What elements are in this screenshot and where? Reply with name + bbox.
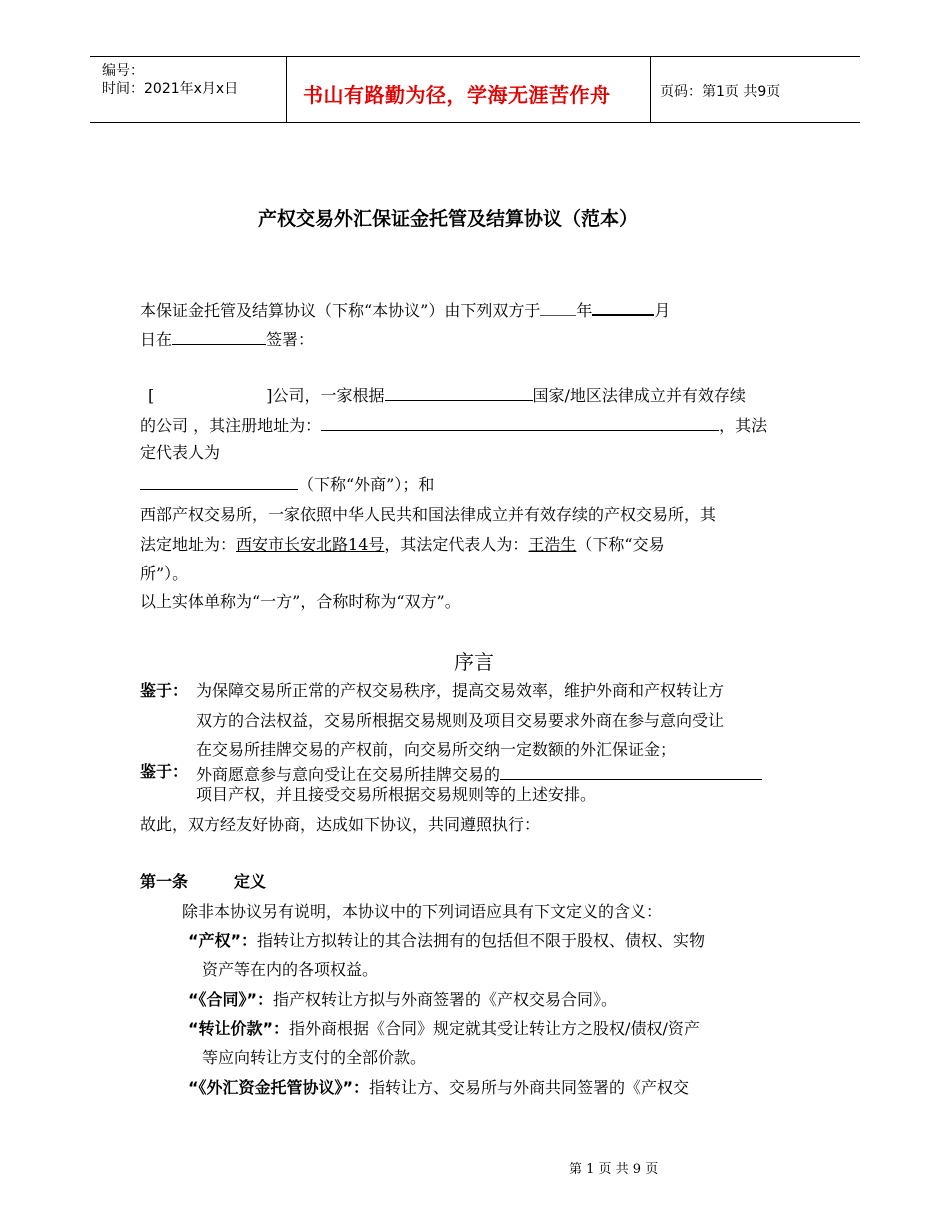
signed-label: 签署： <box>266 330 315 349</box>
country-blank <box>385 383 533 401</box>
definition-4-term: “《外汇资金托管协议》”： <box>188 1078 370 1097</box>
therefore-clause: 故此，双方经友好协商，达成如下协议，共同遵照执行： <box>140 815 541 834</box>
project-blank <box>500 762 762 780</box>
definition-3-line-2: 等应向转让方支付的全部价款。 <box>202 1048 427 1067</box>
place-blank <box>172 327 266 345</box>
day-label: 日在 <box>140 330 173 349</box>
header-motto: 书山有路勤为径，学海无涯苦作舟 <box>303 83 611 107</box>
whereas-1-line-3: 在交易所挂牌交易的产权前，向交易所交纳一定数额的外汇保证金； <box>196 740 677 759</box>
header-page-info: 页码：第1页 共9页 <box>660 84 781 100</box>
whereas-2-line-2: 项目产权，并且接受交易所根据交易规则等的上述安排。 <box>196 785 597 804</box>
article-1-title: 定义 <box>234 872 267 891</box>
party-b-line-1: 西部产权交易所，一家依照中华人民共和国法律成立并有效存续的产权交易所，其 <box>140 505 717 524</box>
definition-3-text: 指外商根据《合同》规定就其受让转让方之股权/债权/资产 <box>289 1019 700 1038</box>
party-b-alias-lead: （下称“交易 <box>576 535 665 554</box>
party-a-rep-lead: ，其法 <box>719 416 768 435</box>
whereas-1-line-2: 双方的合法权益，交易所根据交易规则及项目交易要求外商在参与意向受让 <box>196 711 725 730</box>
definition-2-line-1 <box>188 990 617 1010</box>
year-label: 年 <box>576 301 593 320</box>
year-blank <box>540 298 576 316</box>
header-divider-right <box>650 56 651 122</box>
whereas-2-text: 外商愿意参与意向受让在交易所挂牌交易的 <box>196 765 501 784</box>
article-1-intro: 除非本协议另有说明，本协议中的下列词语应具有下文定义的含义： <box>182 902 663 921</box>
party-b-line-3: 所”）。 <box>140 564 189 583</box>
party-b-address: 西安市长安北路14号 <box>236 535 385 554</box>
preface-heading: 序言 <box>454 650 494 674</box>
party-a-address-label: 的公司 ，其注册地址为： <box>140 416 322 435</box>
party-b-representative: 王浩生 <box>528 535 577 554</box>
definition-4-line-1 <box>188 1078 689 1098</box>
party-a-alias: （下称“外商”）；和 <box>298 475 435 494</box>
party-a-rep-label: 定代表人为 <box>140 443 221 462</box>
address-blank <box>321 413 719 431</box>
header-top-rule <box>90 56 860 57</box>
footer-page-number: 第 1 页 共 9 页 <box>569 1162 659 1177</box>
header-bottom-rule <box>90 122 860 123</box>
whereas-2-line-1 <box>196 762 762 785</box>
definition-1-term: “产权”： <box>188 931 258 950</box>
month-label: 月 <box>654 301 671 320</box>
bracket-open: [ <box>148 386 155 405</box>
intro-text: 本保证金托管及结算协议（下称“本协议”）由下列双方于 <box>140 301 541 320</box>
intro-line-1 <box>140 297 670 321</box>
article-1-number: 第一条 <box>140 872 189 891</box>
month-blank <box>592 297 654 316</box>
definition-1-text: 指转让方拟转让的其合法拥有的包括但不限于股权、债权、实物 <box>257 931 706 950</box>
party-a-line-2 <box>140 413 767 436</box>
whereas-label-2: 鉴于： <box>140 762 189 781</box>
definition-1-line-2: 资产等在内的各项权益。 <box>202 960 379 979</box>
definition-3-line-1 <box>188 1019 700 1039</box>
document-number-label: 编号： <box>102 63 144 79</box>
party-b-rep-label: ，其法定代表人为： <box>384 535 529 554</box>
definition-2-text: 指产权转让方拟与外商签署的《产权交易合同》。 <box>273 990 618 1009</box>
intro-line-2 <box>140 327 314 350</box>
definition-4-text: 指转让方、交易所与外商共同签署的《产权交 <box>369 1078 690 1097</box>
whereas-label-1: 鉴于： <box>140 681 189 700</box>
representative-blank <box>140 472 298 490</box>
party-b-line-2 <box>140 535 665 555</box>
document-time-label: 时间：2021年x月x日 <box>102 81 239 97</box>
party-b-address-label: 法定地址为： <box>140 535 237 554</box>
party-a-law: 国家/地区法律成立并有效存续 <box>532 386 746 405</box>
party-a-line-1 <box>148 383 746 406</box>
definition-1-line-1 <box>188 931 705 951</box>
header-divider-left <box>286 56 287 122</box>
collective-definition: 以上实体单称为“一方”，合称时称为“双方”。 <box>140 592 461 611</box>
whereas-1-line-1: 为保障交易所正常的产权交易秩序，提高交易效率，维护外商和产权转让方 <box>196 681 725 700</box>
document-title: 产权交易外汇保证金托管及结算协议（范本） <box>258 208 639 230</box>
definition-2-term: “《合同》”： <box>188 990 274 1009</box>
party-a-line-4 <box>140 472 434 495</box>
party-a-company: ]公司，一家根据 <box>266 386 385 405</box>
definition-3-term: “转让价款”： <box>188 1019 290 1038</box>
